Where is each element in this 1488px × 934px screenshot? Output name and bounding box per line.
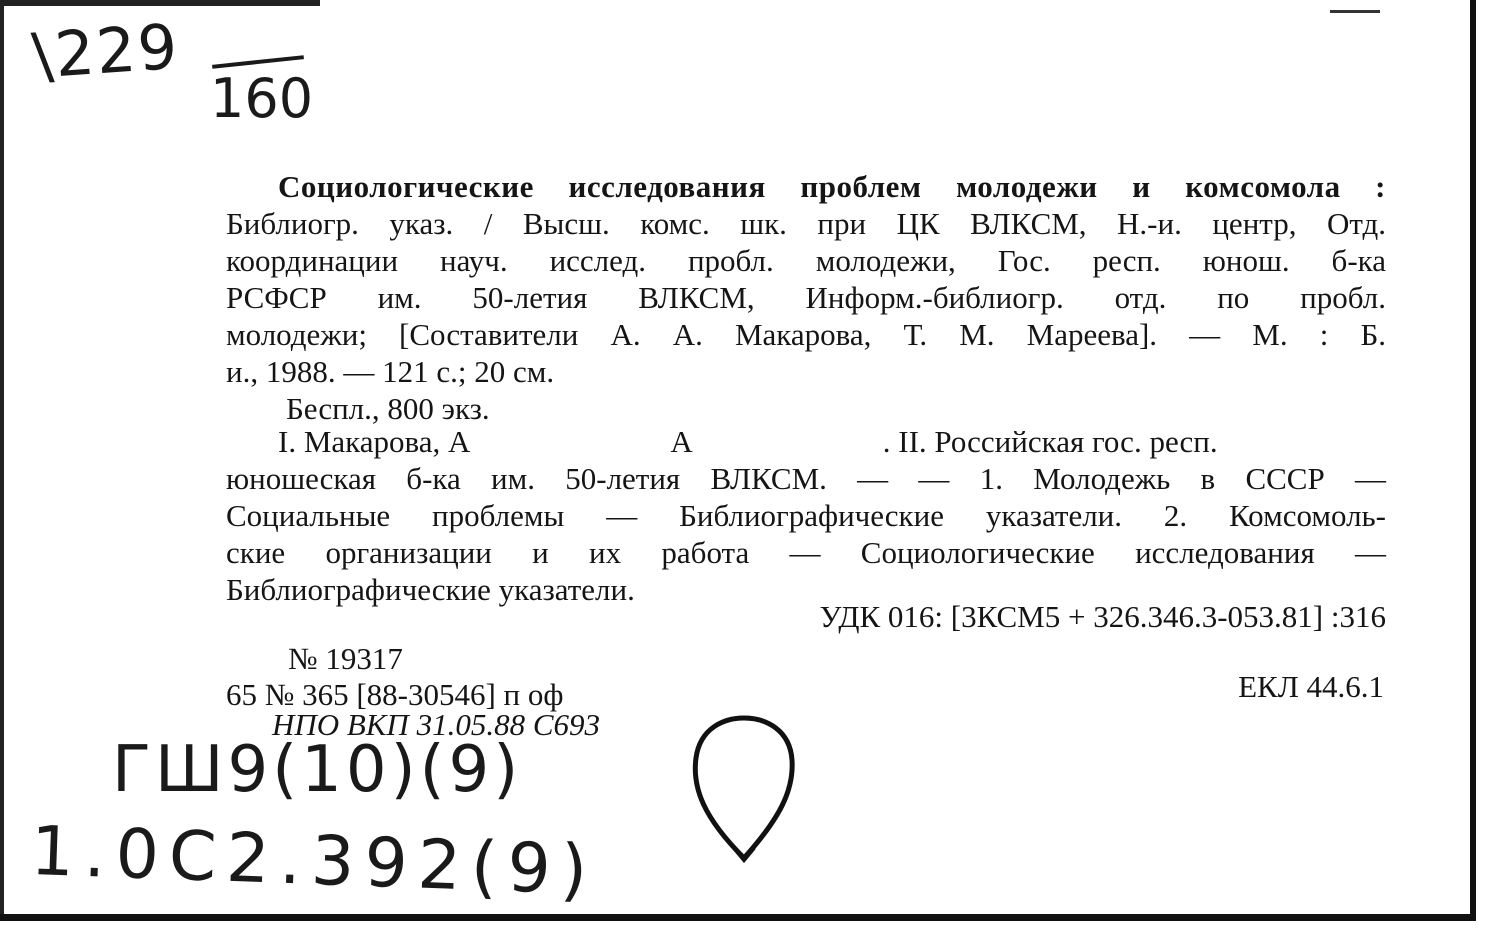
ekl-code: ЕКЛ 44.6.1 bbox=[1238, 669, 1384, 704]
entry-title: Социологические исследования проблем молодежи и комсомола : bbox=[278, 169, 1386, 204]
entry-line: РСФСР им. 50-летия ВЛКСМ, Информ.-библиогр. отд. по пробл. bbox=[226, 280, 1386, 315]
tracing-initial: А bbox=[670, 424, 693, 459]
handwritten-code-line-1: ГШ9(10)(9) bbox=[112, 733, 523, 807]
scan-edge-left bbox=[0, 6, 4, 918]
tracing-line: Библиографические указатели. bbox=[226, 572, 635, 607]
bibliographic-entry bbox=[226, 168, 1386, 390]
copies-note: Беспл., 800 экз. bbox=[286, 391, 490, 426]
tracing-author: I. Макарова, А bbox=[278, 424, 471, 459]
print-order-number: 65 № 365 [88-30546] п оф bbox=[226, 677, 564, 712]
handwritten-shelf-mark: \229 bbox=[29, 9, 182, 93]
handwritten-shelf-fraction: 160 bbox=[210, 67, 314, 130]
scan-mark bbox=[1330, 10, 1380, 13]
handwritten-code-line-2: 1.0С2.392(9) bbox=[29, 812, 599, 911]
entry-line: Библиогр. указ. / Высш. комс. шк. при ЦК ВЛКСМ, Н.-и. центр, Отд. bbox=[226, 206, 1386, 241]
card-number: № 19317 bbox=[288, 641, 403, 676]
entry-line: молодежи; [Составители А. А. Макарова, Т. М. Мареева]. — М. : Б. bbox=[226, 317, 1386, 352]
entry-line: и., 1988. — 121 с.; 20 см. bbox=[226, 354, 555, 389]
scan-edge-right bbox=[1470, 0, 1476, 918]
tracings bbox=[226, 423, 1386, 608]
scan-edge-top bbox=[0, 0, 320, 6]
tracing-line: юношеская б-ка им. 50-летия ВЛКСМ. — — 1. Молодежь в СССР — bbox=[226, 461, 1386, 496]
tracing-corporate: . II. Российская гос. респ. bbox=[882, 424, 1218, 459]
tracing-first-line bbox=[226, 423, 1386, 460]
tracing-line: Социальные проблемы — Библиографические указатели. 2. Комсомоль- bbox=[226, 498, 1386, 533]
udk-code: УДК 016: [3КСМ5 + 326.346.3-053.81] :316 bbox=[819, 599, 1386, 634]
tracing-line: ские организации и их работа — Социологические исследования — bbox=[226, 535, 1386, 570]
printer-imprint: НПО ВКП 31.05.88 С693 bbox=[272, 707, 600, 742]
entry-line: координации науч. исслед. пробл. молодежи, Гос. респ. юнош. б-ка bbox=[226, 243, 1386, 278]
scan-edge-bottom bbox=[0, 914, 1476, 921]
stamp-loop bbox=[684, 708, 804, 868]
